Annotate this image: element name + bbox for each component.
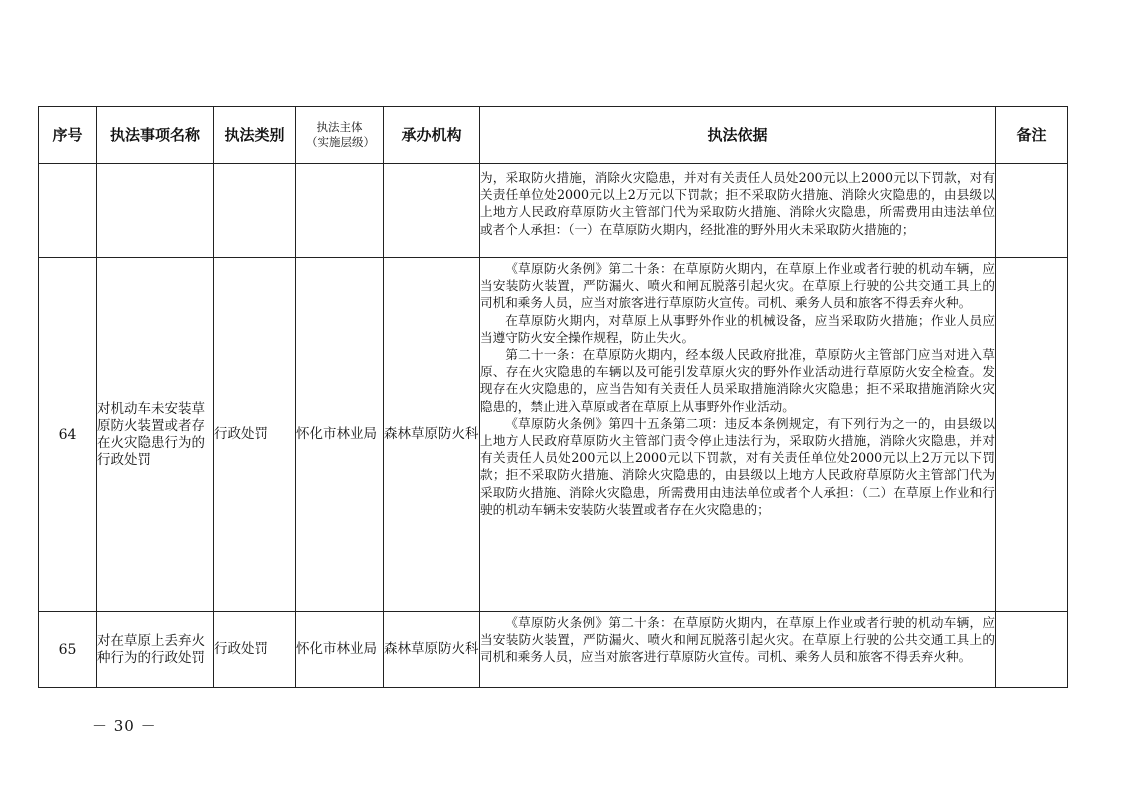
row-item-name: 对机动车未安装草原防火装置或者存在火灾隐患行为的行政处罚 — [97, 258, 214, 612]
enforcement-table — [38, 106, 1068, 688]
basis-paragraph: 《草原防火条例》第二十条：在草原防火期内，在草原上作业或者行驶的机动车辆，应当安装防火装置，严防漏火、喷火和闸瓦脱落引起火灾。在草原上行驶的公共交通工具上的司机和乘务人员，应当对旅客进行草原防火宣传。司机、乘务人员和旅客不得丢弃火种。 — [480, 261, 995, 311]
header-remark: 备注 — [996, 107, 1068, 164]
row-category — [214, 164, 296, 258]
basis-paragraph: 《草原防火条例》第二十条：在草原防火期内，在草原上作业或者行驶的机动车辆，应当安装防火装置，严防漏火、喷火和闸瓦脱落引起火灾。在草原上行驶的公共交通工具上的司机和乘务人员，应当对旅客进行草原防火宣传。司机、乘务人员和旅客不得丢弃火种。 — [480, 615, 995, 665]
basis-paragraph: 《草原防火条例》第四十五条第二项：违反本条例规定，有下列行为之一的，由县级以上地方人民政府草原防火主管部门责令停止违法行为，采取防火措施，消除火灾隐患，并对有关责任人员处200元以上2000元以下罚款，对有关责任单位处2000元以上2万元以下罚款；拒不采取防火措施、消除火灾隐患的，由县级以上地方人民政府草原防火主管部门代为采取防火措施、消除火灾隐患，所需费用由违法单位或者个人承担：（二）在草原上作业和行驶的机动车辆未安装防火装置或者存在火灾隐患的； — [480, 415, 995, 517]
row-agency — [384, 164, 480, 258]
basis-paragraph: 在草原防火期内，对草原上从事野外作业的机械设备，应当采取防火措施；作业人员应当遵守防火安全操作规程，防止失火。 — [480, 312, 995, 345]
row-basis — [480, 612, 996, 688]
header-category: 执法类别 — [214, 107, 296, 164]
table-row — [39, 258, 1068, 612]
header-item-name: 执法事项名称 — [97, 107, 214, 164]
table-row — [39, 612, 1068, 688]
header-agency: 承办机构 — [384, 107, 480, 164]
table-header-row — [39, 107, 1068, 164]
page-number: － 30 － — [92, 717, 157, 735]
row-subject — [296, 164, 384, 258]
row-seq: 64 — [39, 258, 97, 612]
row-remark — [996, 164, 1068, 258]
row-subject: 怀化市林业局 — [296, 258, 384, 612]
row-item-name — [97, 164, 214, 258]
row-category: 行政处罚 — [214, 612, 296, 688]
row-category: 行政处罚 — [214, 258, 296, 612]
row-agency: 森林草原防火科 — [384, 612, 480, 688]
row-seq — [39, 164, 97, 258]
basis-paragraph: 为，采取防火措施，消除火灾隐患，并对有关责任人员处200元以上2000元以下罚款，对有关责任单位处2000元以上2万元以下罚款；拒不采取防火措施、消除火灾隐患的，由县级以上地方人民政府草原防火主管部门代为采取防火措施、消除火灾隐患，所需费用由违法单位或者个人承担：（一）在草原防火期内，经批准的野外用火未采取防火措施的； — [480, 170, 995, 237]
table-row — [39, 164, 1068, 258]
row-subject: 怀化市林业局 — [296, 612, 384, 688]
row-item-name: 对在草原上丢弃火种行为的行政处罚 — [97, 612, 214, 688]
basis-paragraph: 第二十一条：在草原防火期内，经本级人民政府批准，草原防火主管部门应当对进入草原、存在火灾隐患的车辆以及可能引发草原火灾的野外作业活动进行草原防火安全检查。发现存在火灾隐患的，应当告知有关责任人员采取措施消除火灾隐患；拒不采取措施消除火灾隐患的，禁止进入草原或者在草原上从事野外作业活动。 — [480, 347, 995, 414]
row-seq: 65 — [39, 612, 97, 688]
header-seq: 序号 — [39, 107, 97, 164]
row-basis — [480, 258, 996, 612]
row-basis — [480, 164, 996, 258]
row-remark — [996, 258, 1068, 612]
row-remark — [996, 612, 1068, 688]
header-basis: 执法依据 — [480, 107, 996, 164]
header-subject: 执法主体（实施层级） — [296, 107, 384, 164]
row-agency: 森林草原防火科 — [384, 258, 480, 612]
